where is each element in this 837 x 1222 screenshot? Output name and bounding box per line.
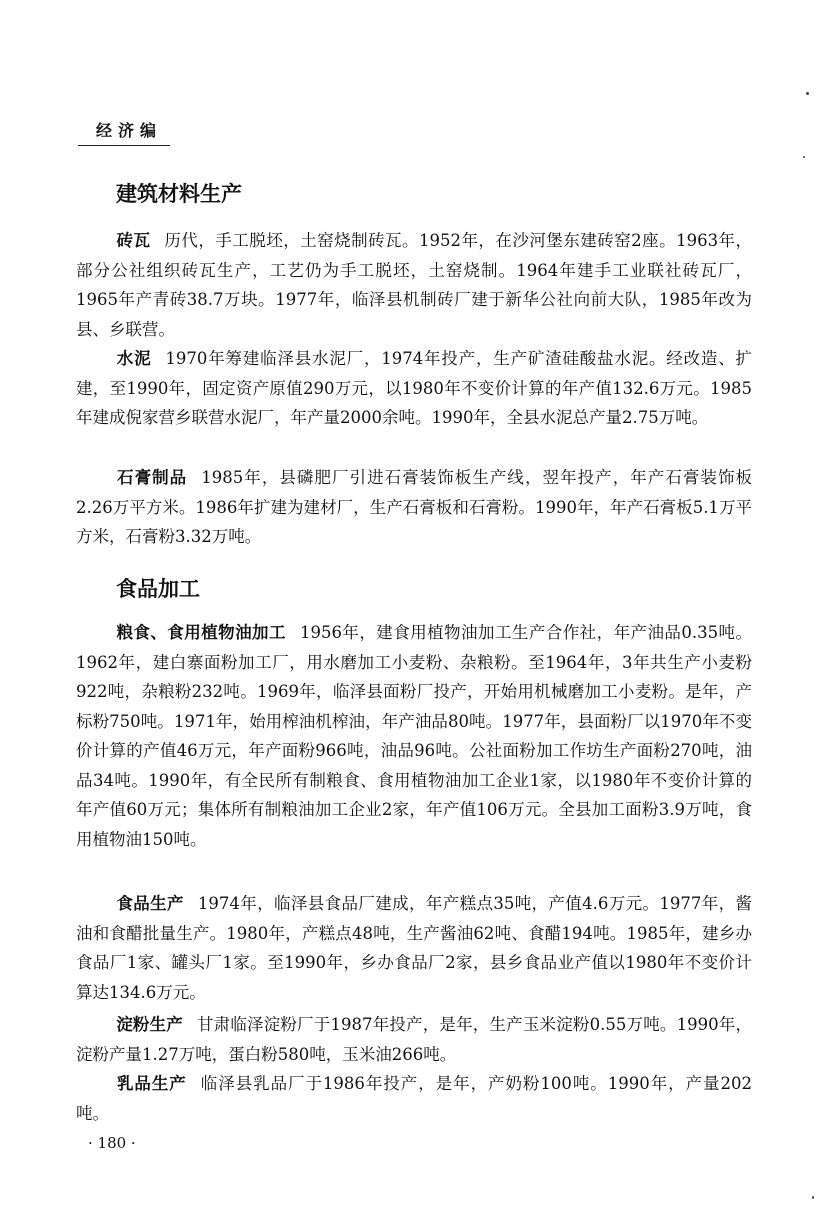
paragraph-term: 淀粉生产 [116, 1015, 183, 1034]
paragraph-term: 石膏制品 [116, 468, 188, 487]
scan-speck [806, 92, 809, 95]
paragraph-bricks [76, 226, 752, 344]
paragraph-cement [76, 344, 752, 433]
page-number: · 180 · [88, 1134, 136, 1152]
paragraph-food-production [76, 889, 752, 1007]
running-header: 经济编 [78, 118, 170, 146]
paragraph-term: 水泥 [116, 349, 152, 368]
paragraph-text: 历代，手工脱坯，土窑烧制砖瓦。1952年，在沙河堡东建砖窑2座。1963年，部分公社组织砖瓦生产，工艺仍为手工脱坯，土窑烧制。1964年建手工业联社砖瓦厂，1965年产青砖38.7万块。1977年，临泽县机制砖厂建于新华公社向前大队，1985年改为县、乡联营。 [76, 231, 753, 339]
paragraph-grain-oil [76, 618, 752, 854]
paragraph-text: 甘肃临泽淀粉厂于1987年投产，是年，生产玉米淀粉0.55万吨。1990年，淀粉产量1.27万吨，蛋白粉580吨，玉米油266吨。 [76, 1015, 752, 1064]
paragraph-gypsum [76, 463, 752, 552]
paragraph-term: 乳品生产 [116, 1074, 187, 1093]
paragraph-text: 1970年筹建临泽县水泥厂，1974年投产，生产矿渣硅酸盐水泥。经改造、扩建，至1990年，固定资产原值290万元，以1980年不变价计算的年产值132.6万元。1985年建成倪家营乡联营水泥厂，年产量2000余吨。1990年，全县水泥总产量2.75万吨。 [76, 349, 753, 427]
paragraph-text: 1956年，建食用植物油加工生产合作社，年产油品0.35吨。1962年，建白寨面粉加工厂，用水磨加工小麦粉、杂粮粉。至1964年，3年共生产小麦粉922吨，杂粮粉232吨。1969年，临泽县面粉厂投产，开始用机械磨加工小麦粉。是年，产标粉750吨。1971年，始用榨油机榨油，年产油品80吨。1977年，县面粉厂以1970年不变价计算的产值46万元，年产面粉966吨，油品96吨。公社面粉加工作坊生产面粉270吨，油品34吨。1990年，有全民所有制粮食、食用植物油加工企业1家，以1980年不变价计算的年产值60万元；集体所有制粮油加工企业2家，年产值106万元。全县加工面粉3.9万吨，食用植物油150吨。 [76, 623, 753, 849]
scan-speck [803, 156, 805, 158]
paragraph-term: 粮食、食用植物油加工 [116, 623, 286, 642]
paragraph-text: 1985年，县磷肥厂引进石膏装饰板生产线，翌年投产，年产石膏装饰板2.26万平方米。1986年扩建为建材厂，生产石膏板和石膏粉。1990年，年产石膏板5.1万平方米，石膏粉3.32万吨。 [76, 468, 753, 546]
section-title-building-materials: 建筑材料生产 [116, 182, 242, 206]
paragraph-dairy [76, 1069, 752, 1128]
paragraph-text: 临泽县乳品厂于1986年投产，是年，产奶粉100吨。1990年，产量202吨。 [76, 1074, 752, 1123]
paragraph-term: 砖瓦 [116, 231, 151, 250]
paragraph-starch [76, 1010, 752, 1069]
paragraph-text: 1974年，临泽县食品厂建成，年产糕点35吨，产值4.6万元。1977年，酱油和食醋批量生产。1980年，产糕点48吨，生产酱油62吨、食醋194吨。1985年，建乡办食品厂1家、罐头厂1家。至1990年，乡办食品厂2家，县乡食品业产值以1980年不变价计算达134.6万元。 [76, 894, 753, 1002]
section-title-food-processing: 食品加工 [116, 577, 200, 601]
scan-speck [812, 1196, 814, 1199]
paragraph-term: 食品生产 [116, 894, 184, 913]
